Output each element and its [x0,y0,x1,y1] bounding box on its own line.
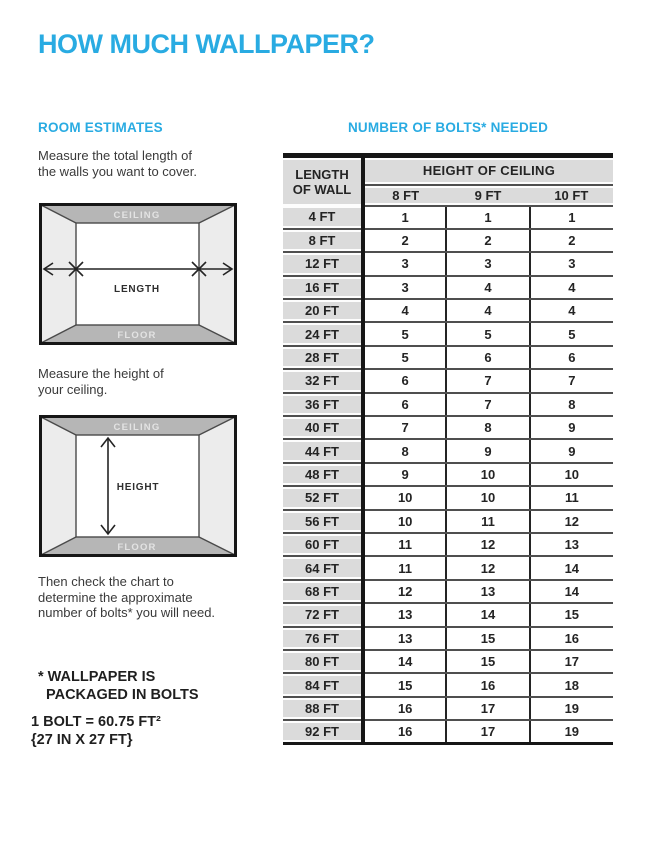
bolt-count-cell: 7 [530,369,613,392]
bolt-count-cell: 16 [530,627,613,650]
bolt-count-cell: 4 [363,299,446,322]
table-row [283,720,613,743]
wall-length-cell: 4 FT [283,206,363,229]
bolt-count-cell: 3 [363,276,446,299]
bolt-count-cell: 13 [446,580,529,603]
table-row [283,556,613,579]
bolt-count-cell: 5 [363,322,446,345]
bolt-count-cell: 11 [363,556,446,579]
wall-length-cell: 68 FT [283,580,363,603]
bolt-count-cell: 11 [363,533,446,556]
check-chart-instruction: Then check the chart to determine the approximate number of bolts* you will need. [38,574,216,620]
length-label: LENGTH [114,284,160,295]
table-row [283,697,613,720]
wall-length-cell: 72 FT [283,603,363,626]
wall-length-cell: 92 FT [283,720,363,743]
bolt-count-cell: 6 [363,369,446,392]
bolt-count-cell: 8 [363,439,446,462]
column-header-10ft: 10 FT [530,185,613,206]
length-of-wall-header: LENGTH OF WALL [283,156,363,206]
bolts-table-body [283,206,613,744]
wall-length-cell: 52 FT [283,486,363,509]
table-row [283,439,613,462]
bolt-size-info [31,713,161,749]
table-row [283,603,613,626]
bolt-count-cell: 10 [363,486,446,509]
wall-length-cell: 12 FT [283,252,363,275]
wall-length-cell: 28 FT [283,346,363,369]
bolt-count-cell: 5 [363,346,446,369]
table-row [283,673,613,696]
bolt-count-cell: 7 [446,393,529,416]
left-wall [41,417,76,555]
length-diagram [39,203,237,345]
bolt-count-cell: 10 [530,463,613,486]
bolt-count-cell: 8 [446,416,529,439]
table-row [283,510,613,533]
bolt-count-cell: 11 [446,510,529,533]
bolt-count-cell: 16 [363,720,446,743]
back-wall [76,223,199,325]
table-row [283,346,613,369]
bolt-count-cell: 14 [363,650,446,673]
bolt-count-cell: 6 [530,346,613,369]
bolts-table-container [283,153,613,745]
wallpaper-bolts-footnote [38,668,199,704]
bolt-count-cell: 1 [363,206,446,229]
bolt-count-cell: 14 [446,603,529,626]
bolt-count-cell: 7 [446,369,529,392]
bolt-equivalence: 1 BOLT = 60.75 FT² [31,714,161,730]
bolt-count-cell: 12 [446,556,529,579]
table-row [283,416,613,439]
bolt-count-cell: 11 [530,486,613,509]
bolt-count-cell: 17 [530,650,613,673]
bolt-count-cell: 6 [363,393,446,416]
bolt-count-cell: 15 [446,627,529,650]
floor-label: FLOOR [117,330,157,341]
table-row [283,533,613,556]
bolt-count-cell: 6 [446,346,529,369]
bolt-count-cell: 4 [530,276,613,299]
table-row [283,627,613,650]
bolt-count-cell: 12 [530,510,613,533]
table-row [283,393,613,416]
bolt-count-cell: 19 [530,697,613,720]
bolt-count-cell: 18 [530,673,613,696]
table-row [283,299,613,322]
wall-length-cell: 80 FT [283,650,363,673]
footnote-line1: * WALLPAPER IS [38,669,156,685]
bolt-count-cell: 9 [363,463,446,486]
table-row [283,276,613,299]
bolt-count-cell: 16 [363,697,446,720]
measure-height-instruction: Measure the height of your ceiling. [38,366,164,397]
wall-length-cell: 40 FT [283,416,363,439]
room-estimates-heading: ROOM ESTIMATES [38,120,163,135]
bolt-count-cell: 5 [446,322,529,345]
wall-length-cell: 64 FT [283,556,363,579]
wall-length-cell: 48 FT [283,463,363,486]
wall-length-cell: 32 FT [283,369,363,392]
bolt-count-cell: 19 [530,720,613,743]
bolt-count-cell: 2 [530,229,613,252]
table-row [283,252,613,275]
wall-length-cell: 60 FT [283,533,363,556]
wall-length-cell: 8 FT [283,229,363,252]
column-header-9ft: 9 FT [446,185,529,206]
bolt-count-cell: 10 [446,486,529,509]
height-diagram [39,415,237,557]
bolt-count-cell: 4 [446,276,529,299]
bolt-count-cell: 12 [446,533,529,556]
ceiling-label: CEILING [113,210,161,221]
bolt-count-cell: 15 [446,650,529,673]
wall-length-cell: 20 FT [283,299,363,322]
bolt-count-cell: 8 [530,393,613,416]
bolt-count-cell: 10 [363,510,446,533]
bolt-count-cell: 14 [530,556,613,579]
bolt-count-cell: 13 [530,533,613,556]
bolt-count-cell: 2 [446,229,529,252]
wall-length-cell: 16 FT [283,276,363,299]
bolt-count-cell: 1 [530,206,613,229]
bolt-count-cell: 9 [530,439,613,462]
bolt-count-cell: 12 [363,580,446,603]
wall-length-cell: 76 FT [283,627,363,650]
table-row [283,206,613,229]
bolt-count-cell: 9 [446,439,529,462]
floor-label: FLOOR [117,542,157,553]
bolt-count-cell: 15 [363,673,446,696]
wall-length-cell: 56 FT [283,510,363,533]
bolt-count-cell: 5 [530,322,613,345]
measure-length-instruction: Measure the total length of the walls you want to cover. [38,148,197,179]
wall-length-cell: 24 FT [283,322,363,345]
height-label: HEIGHT [116,482,160,493]
table-row [283,650,613,673]
bolt-count-cell: 3 [446,252,529,275]
wall-length-cell: 36 FT [283,393,363,416]
bolt-count-cell: 1 [446,206,529,229]
bolt-count-cell: 9 [530,416,613,439]
page-title: HOW MUCH WALLPAPER? [38,29,375,59]
bolts-table [283,153,613,745]
right-wall [199,417,235,555]
bolt-count-cell: 15 [530,603,613,626]
bolt-count-cell: 4 [530,299,613,322]
bolt-count-cell: 14 [530,580,613,603]
bolt-count-cell: 3 [530,252,613,275]
bolt-count-cell: 17 [446,697,529,720]
height-of-ceiling-header: HEIGHT OF CEILING [363,156,613,185]
bolt-count-cell: 16 [446,673,529,696]
bolt-dimensions: {27 IN X 27 FT} [31,732,133,748]
wall-length-cell: 84 FT [283,673,363,696]
table-row [283,322,613,345]
column-header-8ft: 8 FT [363,185,446,206]
footnote-line2: PACKAGED IN BOLTS [46,687,199,703]
wall-length-cell: 88 FT [283,697,363,720]
table-row [283,369,613,392]
bolt-count-cell: 10 [446,463,529,486]
bolt-count-cell: 3 [363,252,446,275]
bolt-count-cell: 4 [446,299,529,322]
bolt-count-cell: 2 [363,229,446,252]
table-row [283,463,613,486]
table-row [283,486,613,509]
bolt-count-cell: 13 [363,627,446,650]
bolt-count-cell: 7 [363,416,446,439]
table-row [283,580,613,603]
bolt-count-cell: 17 [446,720,529,743]
wall-length-cell: 44 FT [283,439,363,462]
bolts-needed-heading: NUMBER OF BOLTS* NEEDED [347,120,549,135]
ceiling-label: CEILING [113,422,161,433]
bolts-table-header [283,156,613,206]
bolt-count-cell: 13 [363,603,446,626]
table-row [283,229,613,252]
